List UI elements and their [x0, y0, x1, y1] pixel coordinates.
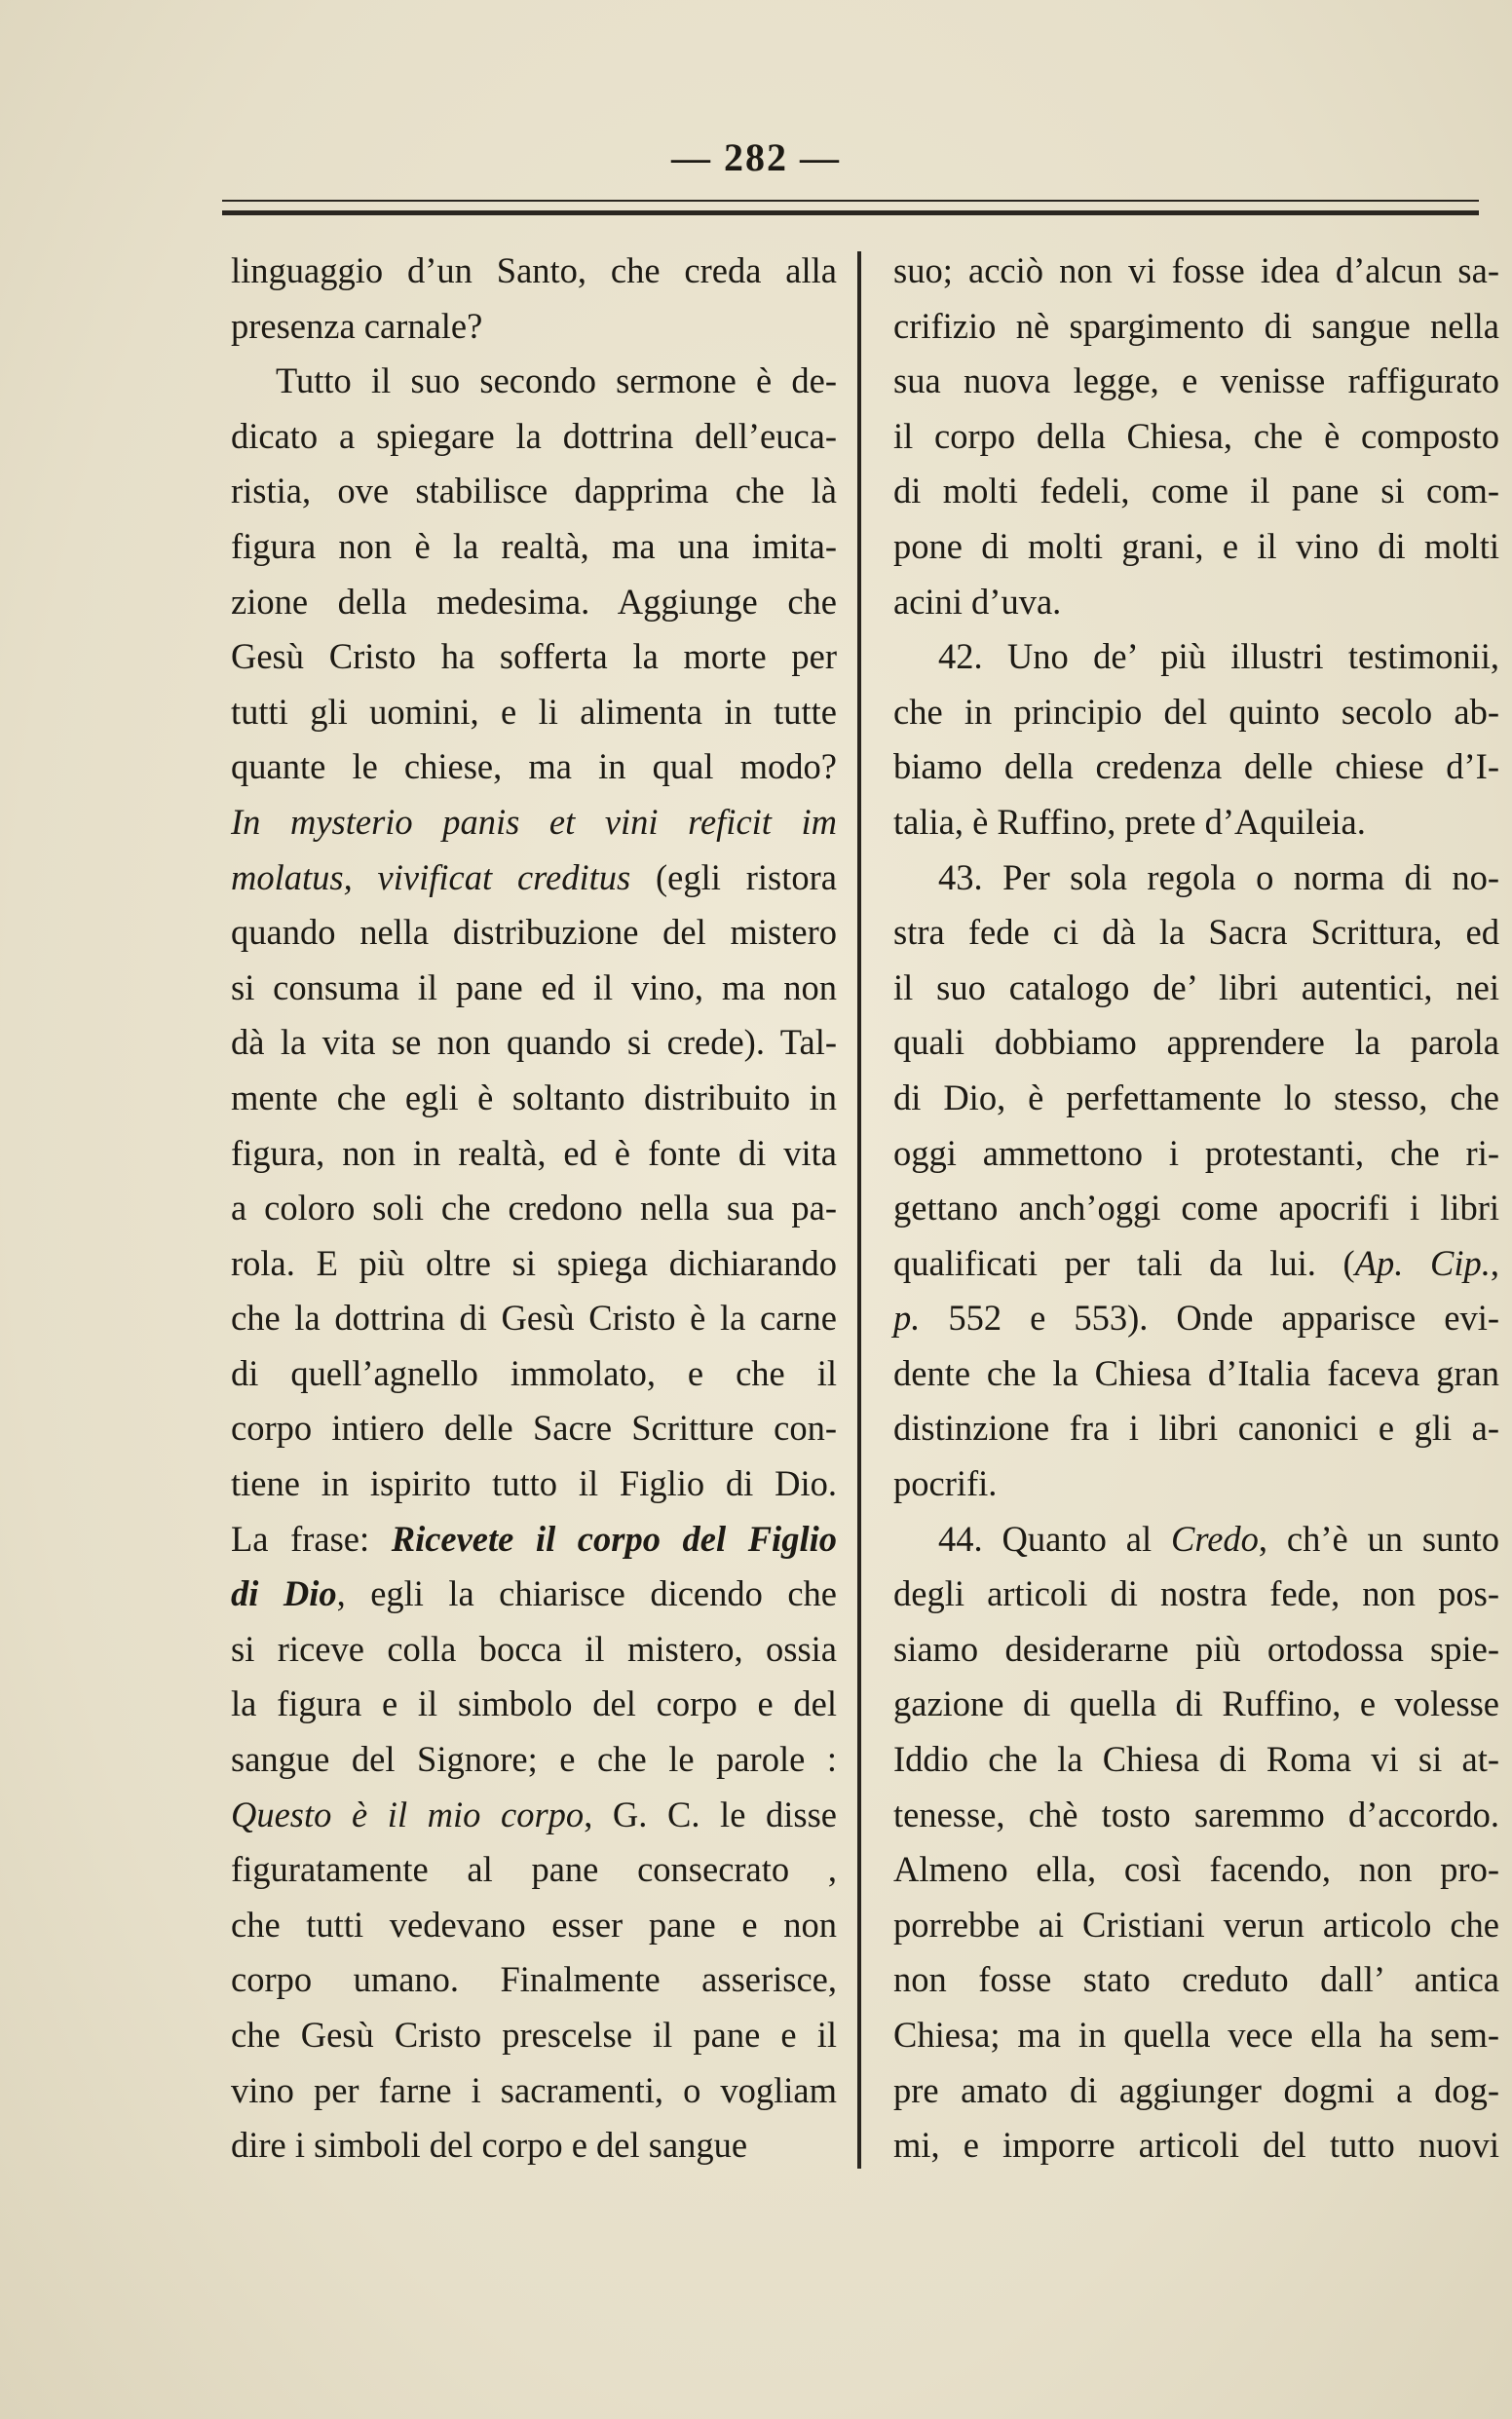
emphasized-text: Questo è il mio corpo	[231, 1794, 585, 1834]
text-line	[893, 905, 1499, 961]
text-line	[231, 1071, 837, 1126]
text-run: , egli la chiarisce dicendo che	[336, 1573, 837, 1614]
text-run: tutti gli uomini, e li alimenta in tutte	[231, 691, 837, 732]
text-run: zione della medesima. Aggiunge che	[231, 581, 837, 622]
text-run: ,	[1490, 1242, 1499, 1283]
text-run: distinzione fra i libri canonici e gli a-	[893, 1408, 1499, 1449]
text-line	[893, 2063, 1499, 2119]
text-line	[893, 795, 1499, 850]
text-line	[893, 1071, 1499, 1126]
text-line	[231, 2118, 837, 2173]
text-line	[893, 850, 1499, 906]
text-line	[231, 354, 837, 409]
text-run: non fosse stato creduto dall’ antica	[893, 1959, 1499, 2000]
text-run: siamo desiderarne più ortodossa spie-	[893, 1628, 1499, 1669]
text-run: presenza carnale?	[231, 305, 483, 346]
text-run: , G. C. le disse	[584, 1794, 837, 1834]
text-line	[231, 409, 837, 465]
text-run: il suo catalogo de’ libri autentici, nei	[893, 966, 1499, 1007]
text-line	[231, 299, 837, 355]
text-line	[893, 354, 1499, 409]
text-run: , ch’è un sunto	[1258, 1518, 1500, 1559]
text-line	[231, 1677, 837, 1732]
text-run: Tutto il suo secondo sermone è de-	[276, 360, 837, 401]
text-run: la figura e il simbolo del corpo e del	[231, 1683, 837, 1724]
text-line	[231, 575, 837, 630]
right-text-column	[893, 244, 1499, 2173]
text-run: acini d’uva.	[893, 581, 1062, 622]
text-line	[231, 739, 837, 795]
text-run: degli articoli di nostra fede, non pos-	[893, 1573, 1499, 1614]
text-line	[893, 519, 1499, 575]
text-run: che tutti vedevano esser pane e non	[231, 1904, 837, 1945]
text-line	[893, 1512, 1499, 1568]
text-line	[893, 1898, 1499, 1953]
text-line	[231, 1842, 837, 1898]
text-line	[231, 1401, 837, 1456]
text-run: (egli ristora	[630, 856, 837, 897]
text-line	[893, 2008, 1499, 2063]
text-run: a coloro soli che credono nella sua pa-	[231, 1188, 837, 1228]
text-run: quando nella distribuzione del mistero	[231, 912, 837, 953]
text-line	[231, 1291, 837, 1346]
text-line	[231, 1512, 837, 1568]
text-line	[231, 519, 837, 575]
emphasized-text: Credo	[1171, 1518, 1259, 1559]
text-run: si riceve colla bocca il mistero, ossia	[231, 1628, 837, 1669]
text-run: che in principio del quinto secolo ab-	[893, 691, 1499, 732]
text-run: si consuma il pane ed il vino, ma non	[231, 966, 837, 1007]
text-line	[893, 1677, 1499, 1732]
text-run: oggi ammettono i protestanti, che ri-	[893, 1132, 1499, 1173]
text-line	[893, 2118, 1499, 2173]
text-run: che la dottrina di Gesù Cristo è la carne	[231, 1298, 837, 1339]
text-line	[231, 1236, 837, 1292]
text-run: gettano anch’oggi come apocrifi i libri	[893, 1188, 1499, 1228]
text-run: dà la vita se non quando si crede). Tal-	[231, 1022, 837, 1063]
text-line	[231, 1952, 837, 2008]
text-run: il corpo della Chiesa, che è composto	[893, 415, 1499, 456]
text-line	[231, 244, 837, 299]
text-run: mi, e imporre articoli del tutto nuovi	[893, 2125, 1499, 2166]
emphasized-text: p.	[893, 1298, 921, 1339]
text-run: di quell’agnello immolato, e che il	[231, 1352, 837, 1393]
text-line	[231, 1126, 837, 1182]
text-line	[893, 1842, 1499, 1898]
text-run: sua nuova legge, e venisse raffigurato	[893, 360, 1499, 401]
text-line	[893, 1346, 1499, 1402]
text-run: pone di molti grani, e il vino di molti	[893, 525, 1499, 566]
text-run: corpo umano. Finalmente asserisce,	[231, 1959, 837, 2000]
text-line	[893, 1622, 1499, 1678]
text-line	[231, 1898, 837, 1953]
text-run: La frase:	[231, 1518, 392, 1559]
text-run: Iddio che la Chiesa di Roma vi si at-	[893, 1739, 1499, 1780]
text-line	[893, 1401, 1499, 1456]
text-run: tenesse, chè tosto saremmo d’accordo.	[893, 1794, 1499, 1834]
text-line	[231, 685, 837, 740]
text-line	[231, 1567, 837, 1622]
text-line	[893, 464, 1499, 519]
emphasized-text: di Dio	[231, 1573, 337, 1614]
text-line	[893, 1952, 1499, 2008]
text-run: talia, è Ruffino, prete d’Aquileia.	[893, 801, 1366, 842]
text-line	[231, 1788, 837, 1843]
text-line	[893, 1015, 1499, 1071]
text-line	[893, 1126, 1499, 1182]
text-run: figuratamente al pane consecrato ,	[231, 1849, 837, 1890]
emphasized-text: In mysterio panis et vini reficit im	[231, 801, 837, 842]
text-line	[893, 244, 1499, 299]
text-run: Chiesa; ma in quella vece ella ha sem-	[893, 2015, 1499, 2055]
text-run: dire i simboli del corpo e del sangue	[231, 2125, 748, 2166]
text-run: dente che la Chiesa d’Italia faceva gran	[893, 1352, 1499, 1393]
text-run: corpo intiero delle Sacre Scritture con-	[231, 1408, 837, 1449]
text-run: 43. Per sola regola o norma di no-	[938, 856, 1499, 897]
text-line	[893, 575, 1499, 630]
text-run: pocrifi.	[893, 1463, 998, 1504]
text-line	[231, 464, 837, 519]
text-line	[893, 1732, 1499, 1788]
column-divider	[857, 251, 861, 2169]
text-line	[231, 629, 837, 685]
text-line	[231, 2063, 837, 2119]
text-run: gazione di quella di Ruffino, e volesse	[893, 1683, 1499, 1724]
text-run: biamo della credenza delle chiese d’I-	[893, 746, 1499, 787]
text-run: porrebbe ai Cristiani verun articolo che	[893, 1904, 1499, 1945]
text-run: Gesù Cristo ha sofferta la morte per	[231, 636, 837, 677]
header-rule-thick	[222, 210, 1479, 215]
text-run: 552 e 553). Onde apparisce evi-	[920, 1298, 1499, 1339]
left-text-column	[231, 244, 837, 2173]
text-line	[893, 1291, 1499, 1346]
text-run: figura, non in realtà, ed è fonte di vita	[231, 1132, 837, 1173]
page-number: — 282 —	[671, 135, 841, 179]
text-line	[893, 961, 1499, 1016]
text-run: dicato a spiegare la dottrina dell’euca-	[231, 415, 837, 456]
text-run: ristia, ove stabilisce dapprima che là	[231, 471, 837, 511]
text-line	[893, 1181, 1499, 1236]
text-run: di molti fedeli, come il pane si com-	[893, 471, 1499, 511]
text-line	[893, 629, 1499, 685]
text-run: 42. Uno de’ più illustri testimonii,	[938, 636, 1499, 677]
text-line	[893, 1788, 1499, 1843]
text-run: pre amato di aggiunger dogmi a dog-	[893, 2069, 1499, 2110]
text-line	[231, 1732, 837, 1788]
text-run: quante le chiese, ma in qual modo?	[231, 746, 837, 787]
text-run: sangue del Signore; e che le parole :	[231, 1739, 837, 1780]
text-line	[231, 2008, 837, 2063]
text-line	[893, 409, 1499, 465]
text-run: quali dobbiamo apprendere la parola	[893, 1022, 1499, 1063]
text-line	[231, 1456, 837, 1512]
text-run: di Dio, è perfettamente lo stesso, che	[893, 1077, 1499, 1117]
text-run: figura non è la realtà, ma una imita-	[231, 525, 837, 566]
emphasized-text: molatus, vivificat creditus	[231, 856, 631, 897]
text-line	[893, 739, 1499, 795]
text-line	[231, 961, 837, 1016]
text-run: stra fede ci dà la Sacra Scrittura, ed	[893, 912, 1499, 953]
text-run: vino per farne i sacramenti, o vogliam	[231, 2069, 837, 2110]
text-line	[893, 299, 1499, 355]
text-line	[231, 1622, 837, 1678]
text-run: Almeno ella, così facendo, non pro-	[893, 1849, 1499, 1890]
text-line	[893, 1236, 1499, 1292]
header-rule-thin	[222, 200, 1479, 202]
text-line	[893, 1567, 1499, 1622]
text-line	[231, 850, 837, 906]
emphasized-text: Ricevete il corpo del Figlio	[391, 1518, 837, 1559]
text-run: suo; acciò non vi fosse idea d’alcun sa-	[893, 250, 1499, 290]
text-run: tiene in ispirito tutto il Figlio di Dio.	[231, 1463, 837, 1504]
text-run: rola. E più oltre si spiega dichiarando	[231, 1242, 837, 1283]
text-run: linguaggio d’un Santo, che creda alla	[231, 250, 837, 290]
text-run: mente che egli è soltanto distribuito in	[231, 1077, 837, 1117]
emphasized-text: Ap. Cip.	[1354, 1242, 1491, 1283]
text-line	[231, 795, 837, 850]
text-run: 44. Quanto al	[938, 1518, 1171, 1559]
text-run: crifizio nè spargimento di sangue nella	[893, 305, 1499, 346]
text-line	[231, 1015, 837, 1071]
text-line	[231, 905, 837, 961]
text-run: che Gesù Cristo prescelse il pane e il	[231, 2015, 837, 2055]
text-line	[893, 685, 1499, 740]
text-run: qualificati per tali da lui. (	[893, 1242, 1355, 1283]
text-line	[231, 1346, 837, 1402]
text-line	[231, 1181, 837, 1236]
text-line	[893, 1456, 1499, 1512]
